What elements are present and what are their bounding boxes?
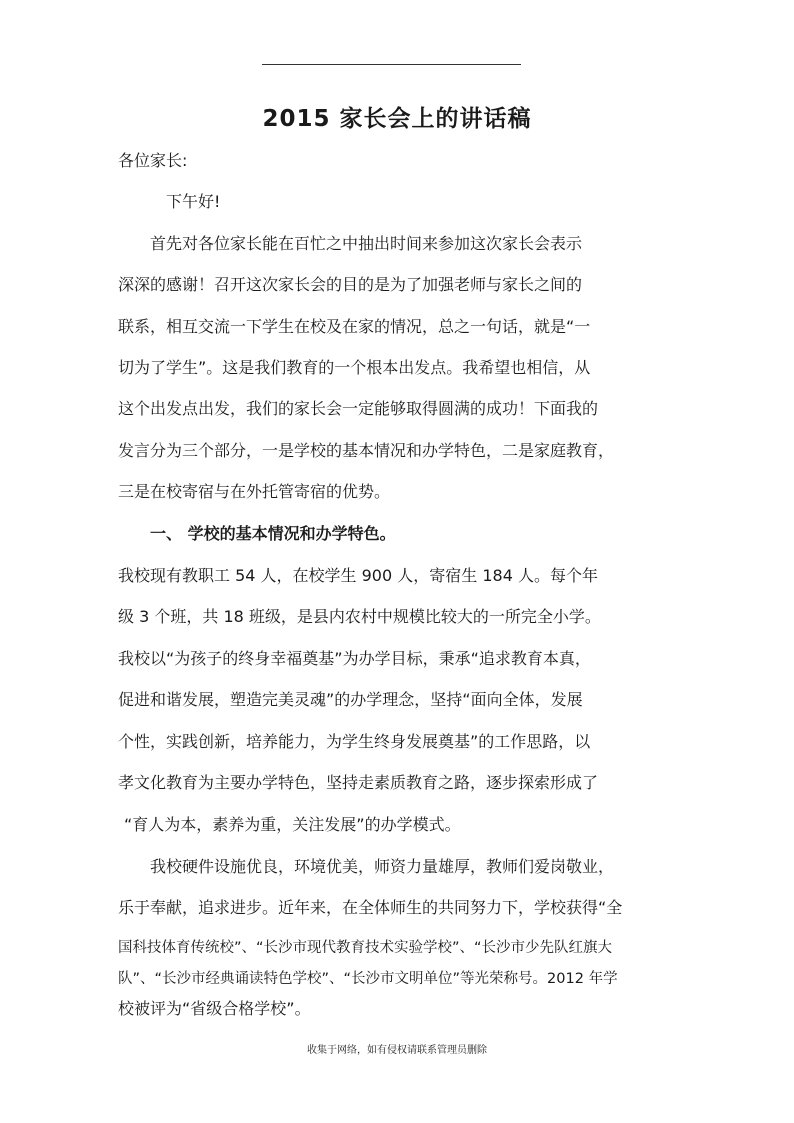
paragraph-line: 首先对各位家长能在百忙之中抽出时间来参加这次家长会表示 — [150, 234, 583, 253]
paragraph-line: “育人为本，素养为重，关注发展”的办学模式。 — [124, 815, 461, 834]
paragraph-line: 三是在校寄宿与在外托管寄宿的优势。 — [118, 482, 391, 501]
paragraph-line: 孝文化教育为主要办学特色，坚持走素质教育之路，逐步探索形成了 — [118, 773, 599, 792]
paragraph-line: 切为了学生”。这是我们教育的一个根本出发点。我希望也相信，从 — [118, 358, 591, 377]
paragraph-line: 校被评为“省级合格学校”。 — [118, 999, 311, 1018]
paragraph-line: 发言分为三个部分，一是学校的基本情况和办学特色，二是家庭教育， — [118, 441, 615, 460]
document-title: 2015 家长会上的讲话稿 — [262, 106, 532, 132]
section-heading: 一、 学校的基本情况和办学特色。 — [150, 524, 396, 543]
paragraph-line: 促进和谐发展，塑造完美灵魂”的办学理念，坚持“面向全体，发展 — [118, 690, 583, 709]
header-rule — [262, 64, 521, 65]
paragraph-line: 国科技体育传统校”、“长沙市现代教育技术实验学校”、“长沙市少先队红旗大 — [118, 940, 613, 956]
paragraph-line: 级 3 个班，共 18 班级，是县内农村中规模比较大的一所完全小学。 — [118, 607, 601, 626]
paragraph-line: 队”、“长沙市经典诵读特色学校”、“长沙市文明单位”等光荣称号。2012 年学 — [118, 971, 618, 987]
paragraph-line: 个性，实践创新，培养能力，为学生终身发展奠基”的工作思路，以 — [118, 732, 591, 751]
salutation: 各位家长: — [118, 151, 188, 170]
greeting: 下午好! — [166, 192, 221, 211]
footer-note: 收集于网络，如有侵权请联系管理员删除 — [307, 1045, 487, 1056]
paragraph-line: 深深的感谢！召开这次家长会的目的是为了加强老师与家长之间的 — [118, 275, 583, 294]
paragraph-line: 我校硬件设施优良，环境优美，师资力量雄厚，教师们爱岗敬业， — [150, 857, 615, 876]
paragraph-line: 我校以“为孩子的终身幸福奠基”为办学目标，秉承“追求教育本真， — [118, 649, 591, 668]
paragraph-line: 这个出发点出发，我们的家长会一定能够取得圆满的成功！下面我的 — [118, 399, 599, 418]
paragraph-line: 我校现有教职工 54 人，在校学生 900 人，寄宿生 184 人。每个年 — [118, 566, 598, 585]
paragraph-line: 乐于奉献，追求进步。近年来，在全体师生的共同努力下，学校获得“全 — [118, 898, 623, 917]
paragraph-line: 联系，相互交流一下学生在校及在家的情况，总之一句话，就是“一 — [118, 317, 591, 336]
